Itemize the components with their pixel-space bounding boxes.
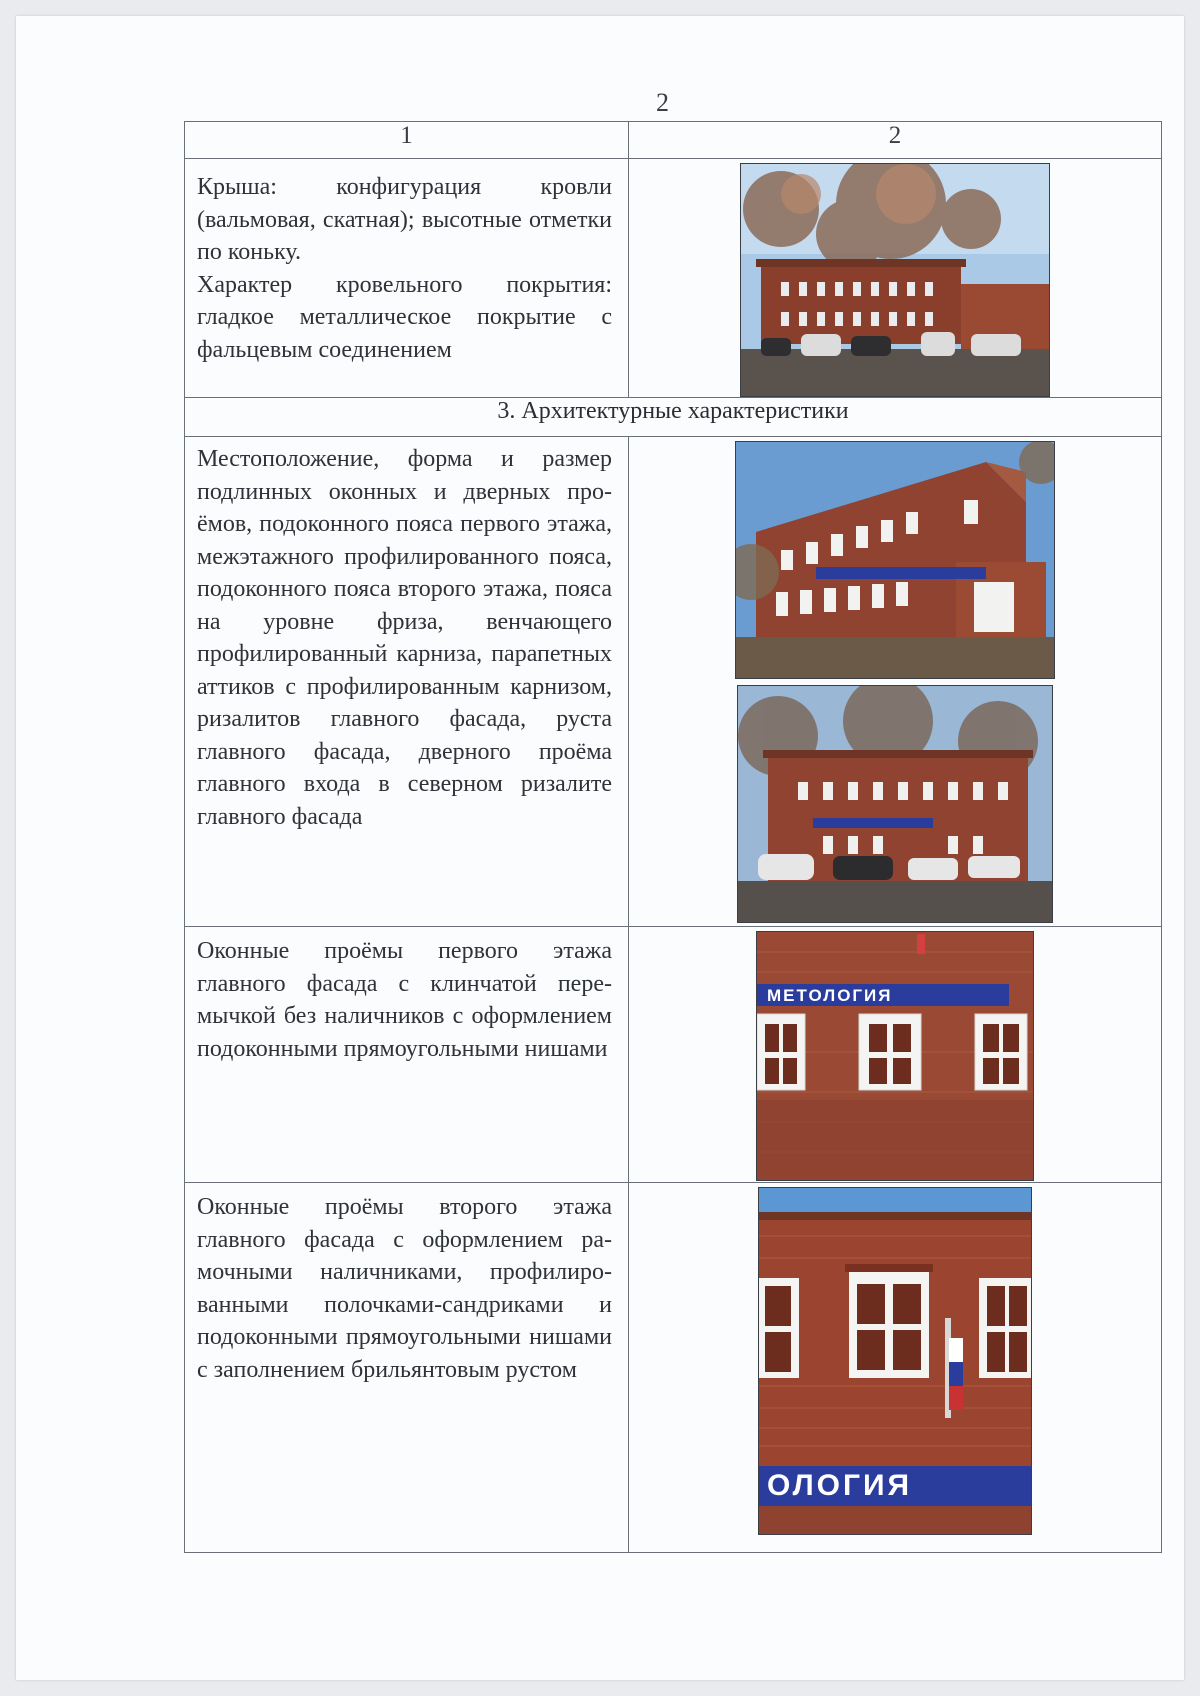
roof-photo — [740, 163, 1050, 397]
roof-row — [185, 159, 1162, 398]
first-floor-windows-photo — [756, 931, 1034, 1181]
column-header-row — [185, 122, 1162, 159]
first-floor-description-cell — [185, 927, 629, 1183]
characteristics-table — [184, 121, 1162, 1553]
first-floor-sign: МЕТОЛОГИЯ — [767, 986, 893, 1005]
column-header-1: 1 — [185, 122, 629, 159]
roof-description-cell — [185, 159, 629, 398]
roof-text-2: Характер кровельного покрытия: гладкое металлическое покрытие с фальцевым соединением — [197, 271, 612, 363]
openings-text: Местоположение, форма и размер подлинных оконных и дверных проёмов, подоконного пояса первого этажа, межэтажного профилированного пояса, подоконного пояса второго этажа, пояса на уровне фриза, венчающего профилированный карниза, парапетных аттиков с профилированным карнизом, ризалитов главного фасада, руста главного фасада, дверного проёма главного входа в северном ризалите главного фасада — [197, 446, 612, 830]
first-floor-text: Оконные проёмы первого этажа главного фасада с клинчатой перемычкой без наличников с оформлением подоконными прямоугольными нишами — [197, 938, 612, 1062]
facade-corner-photo — [735, 441, 1055, 679]
document-page — [16, 16, 1184, 1680]
column-header-2: 2 — [629, 122, 1162, 159]
facade-street-photo — [737, 685, 1053, 923]
openings-photo-cell — [629, 437, 1162, 927]
second-floor-sign: ОЛОГИЯ — [767, 1469, 913, 1502]
first-floor-row — [185, 927, 1162, 1183]
section-row — [185, 398, 1162, 437]
openings-row — [185, 437, 1162, 927]
second-floor-photo-cell — [629, 1183, 1162, 1553]
second-floor-text: Оконные проёмы второго этажа главного фасада с оформлением рамочными наличниками, профилированными полочками-сандриками и подоконными прямоугольными нишами с заполнением брильянтовым рустом — [197, 1194, 612, 1383]
first-floor-photo-cell — [629, 927, 1162, 1183]
page-number: 2 — [656, 88, 669, 117]
section-title: 3. Архитектурные характеристики — [185, 398, 1162, 437]
openings-description-cell — [185, 437, 629, 927]
second-floor-description-cell — [185, 1183, 629, 1553]
second-floor-row — [185, 1183, 1162, 1553]
roof-text-1: Крыша: конфигурация кровли (вальмовая, скатная); высотные отметки по коньку. — [197, 174, 612, 265]
second-floor-windows-photo — [758, 1187, 1032, 1535]
roof-photo-cell — [629, 159, 1162, 398]
